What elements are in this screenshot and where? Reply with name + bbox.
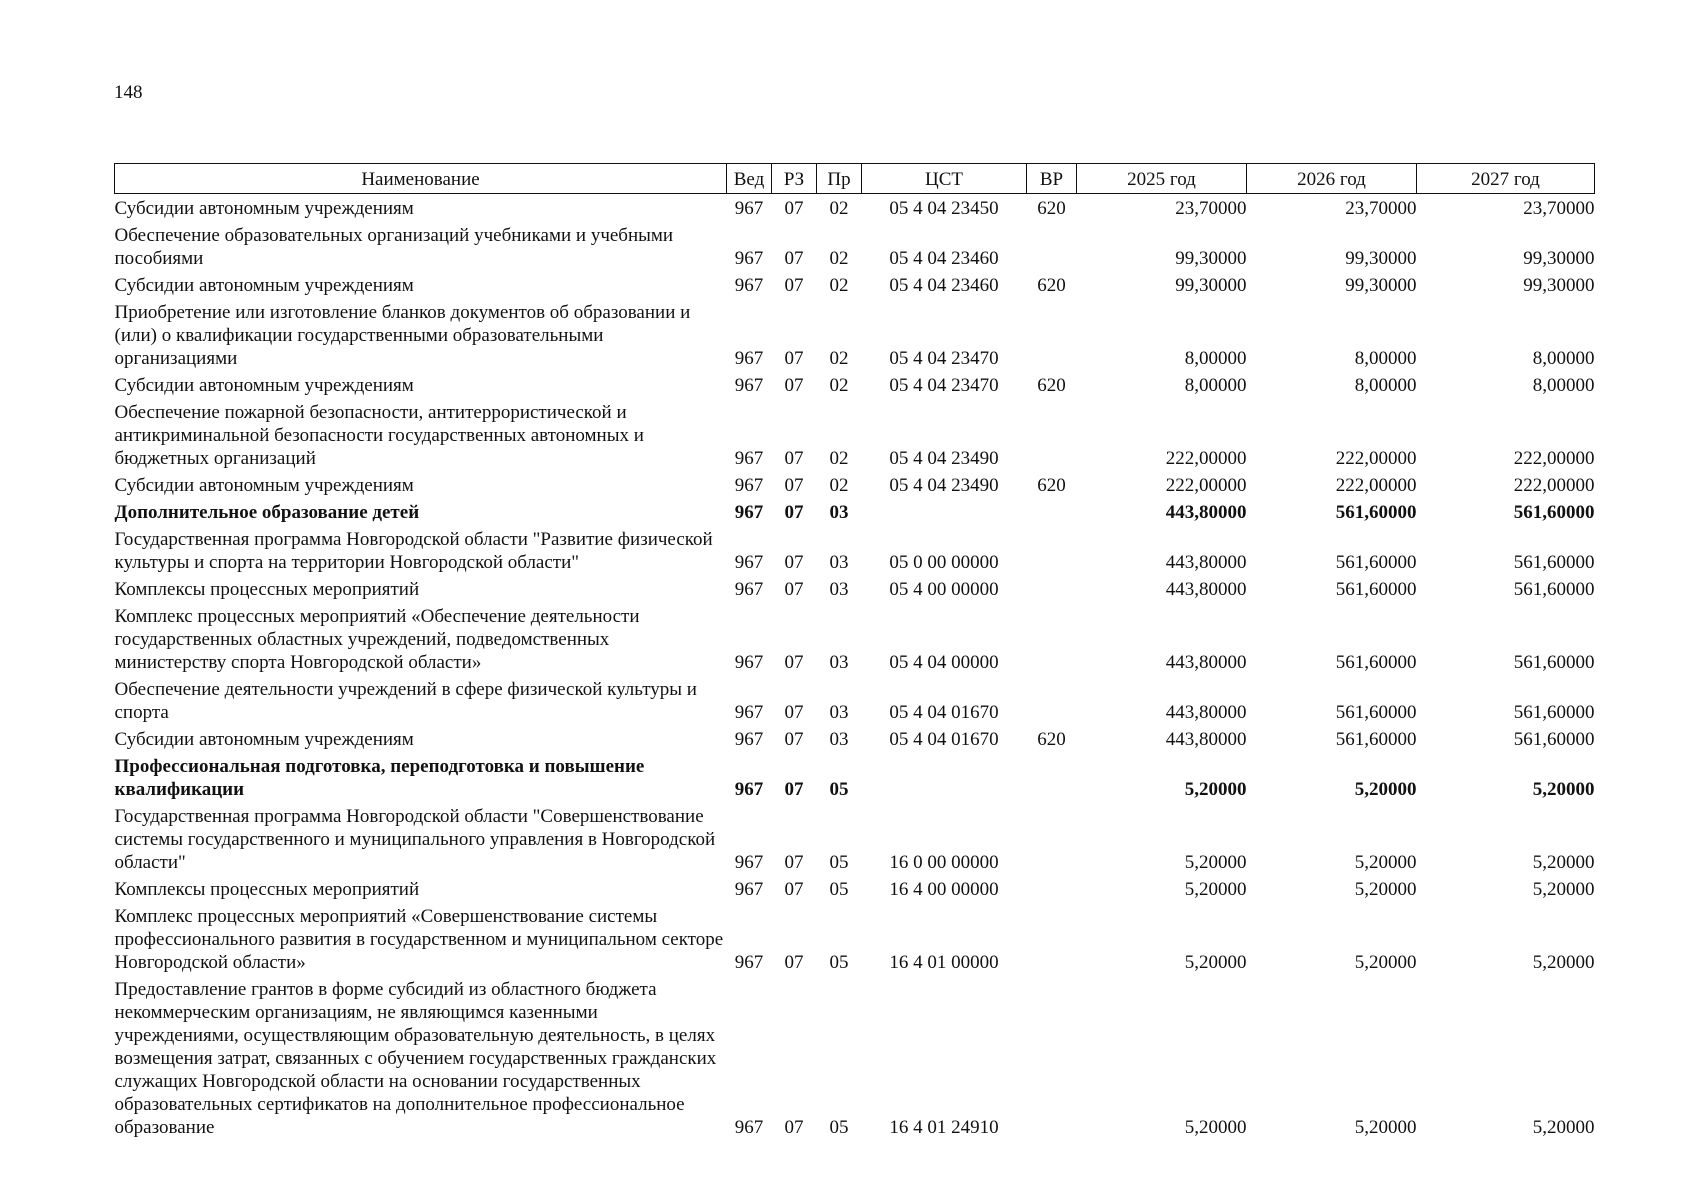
row-vr [1027, 752, 1077, 802]
row-rz: 07 [784, 198, 804, 219]
table-row [115, 371, 1595, 398]
table-row [115, 194, 1595, 222]
row-ved: 967 [734, 348, 764, 369]
row-name: Обеспечение пожарной безопасности, антитеррористической и антикриминальной безопасности государственных автономных и бюджетных организаций [114, 402, 644, 469]
row-2025: 5,20000 [1184, 852, 1247, 873]
row-name: Государственная программа Новгородской области "Развитие физической культуры и спорта на территории Новгородской области" [114, 529, 713, 573]
row-2026: 8,00000 [1354, 375, 1417, 396]
row-pr: 03 [829, 502, 849, 523]
row-vr: 620 [1037, 475, 1066, 496]
row-ved: 967 [734, 952, 764, 973]
table-row [115, 602, 1595, 675]
row-pr: 05 [829, 852, 849, 873]
row-rz: 07 [784, 729, 804, 750]
row-2026: 561,60000 [1335, 652, 1417, 673]
row-pr: 03 [829, 702, 849, 723]
row-2026: 5,20000 [1354, 1117, 1417, 1138]
table-row [115, 525, 1595, 575]
row-name: Дополнительное образование детей [114, 502, 420, 523]
row-pr: 03 [829, 579, 849, 600]
row-pr: 02 [829, 448, 849, 469]
row-2025: 99,30000 [1175, 275, 1247, 296]
table-row [115, 471, 1595, 498]
table-row [115, 271, 1595, 298]
row-ved: 967 [734, 275, 764, 296]
row-rz: 07 [784, 448, 804, 469]
row-ved: 967 [734, 502, 764, 523]
row-vr [1027, 902, 1077, 975]
row-name: Обеспечение деятельности учреждений в сфере физической культуры и спорта [114, 679, 697, 723]
row-pr: 02 [829, 375, 849, 396]
row-2027: 222,00000 [1513, 475, 1595, 496]
row-2026: 561,60000 [1335, 729, 1417, 750]
row-rz: 07 [784, 348, 804, 369]
row-vr [1027, 398, 1077, 471]
row-2027: 561,60000 [1513, 652, 1595, 673]
row-rz: 07 [784, 502, 804, 523]
row-rz: 07 [784, 375, 804, 396]
row-2025: 5,20000 [1184, 879, 1247, 900]
row-ved: 967 [734, 729, 764, 750]
header-vr: ВР [1027, 164, 1077, 194]
row-rz: 07 [784, 579, 804, 600]
row-2025: 8,00000 [1184, 348, 1247, 369]
header-pr: Пр [817, 164, 862, 194]
row-vr [1027, 498, 1077, 525]
row-vr: 620 [1037, 729, 1066, 750]
row-vr: 620 [1037, 198, 1066, 219]
row-rz: 07 [784, 552, 804, 573]
row-cst: 05 4 04 23490 [889, 448, 999, 469]
row-rz: 07 [784, 1117, 804, 1138]
header-2027: 2027 год [1417, 164, 1595, 194]
row-2027: 222,00000 [1513, 448, 1595, 469]
row-2027: 561,60000 [1513, 552, 1595, 573]
row-cst: 05 4 00 00000 [889, 579, 999, 600]
row-2026: 5,20000 [1354, 779, 1417, 800]
header-name: Наименование [115, 164, 727, 194]
row-rz: 07 [784, 652, 804, 673]
table-row [115, 975, 1595, 1140]
header-ved: Вед [727, 164, 772, 194]
row-name: Субсидии автономным учреждениям [114, 275, 414, 296]
row-2025: 8,00000 [1184, 375, 1247, 396]
row-cst: 05 4 04 00000 [889, 652, 999, 673]
row-2026: 99,30000 [1345, 248, 1417, 269]
row-2025: 443,80000 [1165, 552, 1247, 573]
row-pr: 05 [829, 879, 849, 900]
table-row [115, 675, 1595, 725]
row-ved: 967 [734, 579, 764, 600]
row-ved: 967 [734, 375, 764, 396]
row-2026: 561,60000 [1335, 552, 1417, 573]
row-name: Комплекс процессных мероприятий «Обеспечение деятельности государственных областных учреждений, подведомственных министерству спорта Новгородской области» [114, 606, 640, 673]
row-2026: 8,00000 [1354, 348, 1417, 369]
row-rz: 07 [784, 879, 804, 900]
row-cst: 05 4 04 01670 [889, 702, 999, 723]
table-row [115, 221, 1595, 271]
row-pr: 03 [829, 729, 849, 750]
row-pr: 02 [829, 348, 849, 369]
row-vr [1027, 221, 1077, 271]
row-2027: 99,30000 [1523, 248, 1595, 269]
row-name: Субсидии автономным учреждениям [114, 729, 414, 750]
row-2026: 5,20000 [1354, 952, 1417, 973]
row-cst [862, 498, 1027, 525]
row-pr: 02 [829, 475, 849, 496]
row-vr [1027, 875, 1077, 902]
row-name: Обеспечение образовательных организаций учебниками и учебными пособиями [114, 225, 674, 269]
header-2025: 2025 год [1077, 164, 1247, 194]
row-ved: 967 [734, 448, 764, 469]
row-vr: 620 [1037, 275, 1066, 296]
row-2025: 443,80000 [1165, 502, 1247, 523]
row-2026: 561,60000 [1335, 702, 1417, 723]
row-2027: 5,20000 [1532, 879, 1595, 900]
row-cst: 16 4 01 00000 [889, 952, 999, 973]
row-cst: 16 4 01 24910 [889, 1117, 999, 1138]
row-cst [862, 752, 1027, 802]
row-2027: 561,60000 [1513, 502, 1595, 523]
row-2025: 5,20000 [1184, 952, 1247, 973]
row-ved: 967 [734, 702, 764, 723]
row-name: Комплексы процессных мероприятий [114, 579, 420, 600]
table-row [115, 725, 1595, 752]
row-pr: 03 [829, 552, 849, 573]
row-name: Субсидии автономным учреждениям [114, 475, 414, 496]
row-2025: 5,20000 [1184, 779, 1247, 800]
row-2026: 222,00000 [1335, 475, 1417, 496]
row-name: Предоставление грантов в форме субсидий из областного бюджета некоммерческим организациям, не являющимся казенными учреждениями, осуществляющим образовательную деятельность, в целях возмещения затрат, связанных с обучением государственных гражданских служащих Новгородской области на основании государственных образовательных сертификатов на дополнительное профессиональное образование [114, 979, 717, 1138]
row-pr: 05 [829, 1117, 849, 1138]
row-2025: 443,80000 [1165, 702, 1247, 723]
row-rz: 07 [784, 702, 804, 723]
table-row [115, 575, 1595, 602]
row-ved: 967 [734, 652, 764, 673]
row-name: Комплексы процессных мероприятий [114, 879, 420, 900]
row-ved: 967 [734, 1117, 764, 1138]
row-pr: 02 [829, 275, 849, 296]
row-cst: 05 4 04 23450 [889, 198, 999, 219]
row-2025: 23,70000 [1175, 198, 1247, 219]
row-2026: 99,30000 [1345, 275, 1417, 296]
row-name: Государственная программа Новгородской области "Совершенствование системы государственного и муниципального управления в Новгородской области" [114, 806, 716, 873]
row-2026: 23,70000 [1345, 198, 1417, 219]
row-cst: 05 4 04 23460 [889, 275, 999, 296]
row-2027: 561,60000 [1513, 729, 1595, 750]
table-row [115, 875, 1595, 902]
row-pr: 03 [829, 652, 849, 673]
row-rz: 07 [784, 852, 804, 873]
table-row [115, 398, 1595, 471]
row-ved: 967 [734, 879, 764, 900]
budget-table [114, 163, 1595, 1140]
row-cst: 05 0 00 00000 [889, 552, 999, 573]
row-rz: 07 [784, 275, 804, 296]
row-2026: 561,60000 [1335, 502, 1417, 523]
row-name: Субсидии автономным учреждениям [114, 198, 414, 219]
row-cst: 05 4 04 23460 [889, 248, 999, 269]
row-2027: 561,60000 [1513, 579, 1595, 600]
row-name: Приобретение или изготовление бланков документов об образовании и (или) о квалификации государственными образовательными организациями [114, 302, 691, 369]
row-2026: 561,60000 [1335, 579, 1417, 600]
row-2025: 222,00000 [1165, 448, 1247, 469]
row-2025: 443,80000 [1165, 729, 1247, 750]
row-cst: 05 4 04 23470 [889, 348, 999, 369]
page-number: 148 [114, 82, 143, 103]
row-vr: 620 [1037, 375, 1066, 396]
row-vr [1027, 298, 1077, 371]
row-cst: 05 4 04 23490 [889, 475, 999, 496]
table-row [115, 802, 1595, 875]
row-name: Комплекс процессных мероприятий «Совершенствование системы профессионального развития в государственном и муниципальном секторе Новгородской области» [114, 906, 724, 973]
row-rz: 07 [784, 475, 804, 496]
row-cst: 05 4 04 23470 [889, 375, 999, 396]
row-vr [1027, 602, 1077, 675]
header-2026: 2026 год [1247, 164, 1417, 194]
row-2027: 99,30000 [1523, 275, 1595, 296]
row-2027: 5,20000 [1532, 852, 1595, 873]
row-2026: 5,20000 [1354, 879, 1417, 900]
row-vr [1027, 802, 1077, 875]
row-rz: 07 [784, 779, 804, 800]
table-row [115, 298, 1595, 371]
row-2027: 8,00000 [1532, 348, 1595, 369]
row-ved: 967 [734, 475, 764, 496]
row-cst: 16 0 00 00000 [889, 852, 999, 873]
header-cst: ЦСТ [862, 164, 1027, 194]
row-rz: 07 [784, 952, 804, 973]
row-ved: 967 [734, 552, 764, 573]
row-2026: 222,00000 [1335, 448, 1417, 469]
row-2027: 23,70000 [1523, 198, 1595, 219]
row-2027: 5,20000 [1532, 1117, 1595, 1138]
row-vr [1027, 575, 1077, 602]
row-cst: 05 4 04 01670 [889, 729, 999, 750]
row-2027: 8,00000 [1532, 375, 1595, 396]
row-2026: 5,20000 [1354, 852, 1417, 873]
row-pr: 05 [829, 779, 849, 800]
row-2025: 443,80000 [1165, 652, 1247, 673]
row-2027: 561,60000 [1513, 702, 1595, 723]
row-2025: 99,30000 [1175, 248, 1247, 269]
row-vr [1027, 975, 1077, 1140]
row-pr: 02 [829, 248, 849, 269]
row-2025: 443,80000 [1165, 579, 1247, 600]
row-cst: 16 4 00 00000 [889, 879, 999, 900]
table-header-row [115, 164, 1595, 194]
row-vr [1027, 525, 1077, 575]
row-pr: 02 [829, 198, 849, 219]
row-ved: 967 [734, 198, 764, 219]
row-ved: 967 [734, 779, 764, 800]
row-ved: 967 [734, 248, 764, 269]
row-ved: 967 [734, 852, 764, 873]
row-2027: 5,20000 [1532, 779, 1595, 800]
row-pr: 05 [829, 952, 849, 973]
table-row [115, 752, 1595, 802]
row-rz: 07 [784, 248, 804, 269]
table-row [115, 902, 1595, 975]
header-rz: РЗ [772, 164, 817, 194]
row-name: Профессиональная подготовка, переподготовка и повышение квалификации [114, 756, 645, 800]
row-name: Субсидии автономным учреждениям [114, 375, 414, 396]
row-2025: 5,20000 [1184, 1117, 1247, 1138]
row-2025: 222,00000 [1165, 475, 1247, 496]
table-row [115, 498, 1595, 525]
row-2027: 5,20000 [1532, 952, 1595, 973]
row-vr [1027, 675, 1077, 725]
